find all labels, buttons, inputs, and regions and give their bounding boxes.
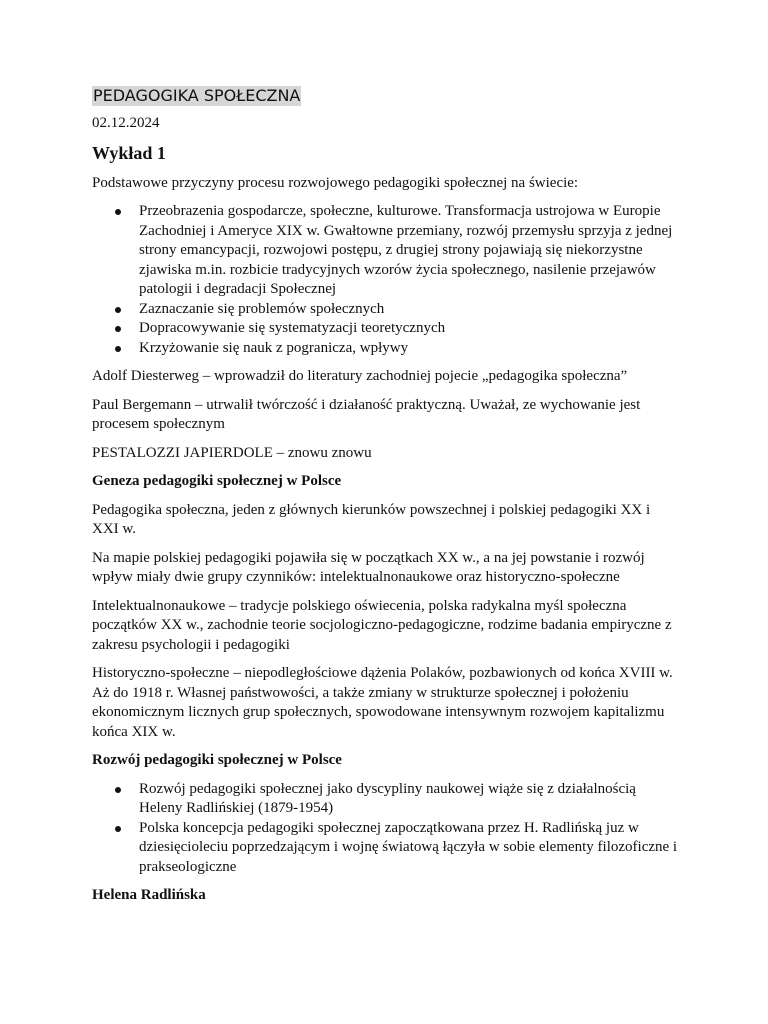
genesis-paragraph-4: Historyczno-społeczne – niepodległościowe dążenia Polaków, pozbawionych od końca XVIII w. Aż do 1918 r. Własnej państwowości, a także zmiany w strukturze społecznej i położeniu ekonomicznym licznych grup społecznych, spowodowane intensywnym rozwojem kapitalizmu końca XIX w.	[92, 665, 673, 740]
genesis-heading: Geneza pedagogiki społecznej w Polsce	[92, 473, 342, 489]
development-heading: Rozwój pedagogiki społecznej w Polsce	[92, 752, 342, 768]
list-item: Rozwój pedagogiki społecznej jako dyscypliny naukowej wiąże się z działalnością Heleny Radlińskiej (1879-1954)	[139, 780, 678, 819]
list-item: Dopracowywanie się systematyzacji teoretycznych	[139, 319, 678, 339]
radlinska-heading: Helena Radlińska	[92, 887, 206, 903]
list-item: Przeobrazenia gospodarcze, społeczne, kulturowe. Transformacja ustrojowa w Europie Zachodniej i Ameryce XIX w. Gwałtowne przemiany, rozwój przemysłu sprzyja z jednej strony emancypacji, rozwojowi postępu, z drugiej strony pojawiają się niekorzystne zjawiska m.in. rozbicie tradycyjnych wzorów życia społecznego, nasilenie przejawów patologii i degradacji Społecznej	[139, 202, 678, 300]
development-list	[92, 780, 678, 878]
genesis-paragraph-2: Na mapie polskiej pedagogiki pojawiła się w początkach XX w., a na jej powstanie i rozwój wpływ miały dwie grupy czynników: intelektualnonaukowe oraz historyczno-społeczne	[92, 549, 645, 585]
lecture-heading: Wykład 1	[92, 142, 166, 163]
genesis-paragraph-1: Pedagogika społeczna, jeden z głównych kierunków powszechnej i polskiej pedagogiki XX i XXI w.	[92, 501, 651, 537]
diesterweg-paragraph: Adolf Diesterweg – wprowadził do literatury zachodniej pojecie „pedagogika społeczna”	[92, 368, 628, 384]
list-item: Zaznaczanie się problemów społecznych	[139, 300, 678, 320]
genesis-paragraph-3: Intelektualnonaukowe – tradycje polskiego oświecenia, polska radykalna myśl społeczna początków XX w., zachodnie teorie socjologiczno-pedagogiczne, rodzime badania empiryczne z zakresu psychologii i pedagogiki	[92, 597, 672, 653]
document-title: PEDAGOGIKA SPOŁECZNA	[93, 86, 301, 105]
causes-list	[92, 202, 678, 358]
pestalozzi-paragraph: PESTALOZZI JAPIERDOLE – znowu znowu	[92, 444, 372, 461]
list-item: Polska koncepcja pedagogiki społecznej zapoczątkowana przez H. Radlińską juz w dziesięcioleciu poprzedzającym i wojnę światową łączyła w sobie elementy filozoficzne i prakseologiczne	[139, 819, 678, 878]
intro-paragraph: Podstawowe przyczyny procesu rozwojowego pedagogiki społecznej na świecie:	[92, 174, 579, 191]
document-date: 02.12.2024	[92, 115, 160, 131]
list-item: Krzyżowanie się nauk z pogranicza, wpływy	[139, 339, 678, 359]
bergemann-paragraph: Paul Bergemann – utrwalił twórczość i działaność praktyczną. Uważał, ze wychowanie jest procesem społecznym	[92, 396, 641, 432]
